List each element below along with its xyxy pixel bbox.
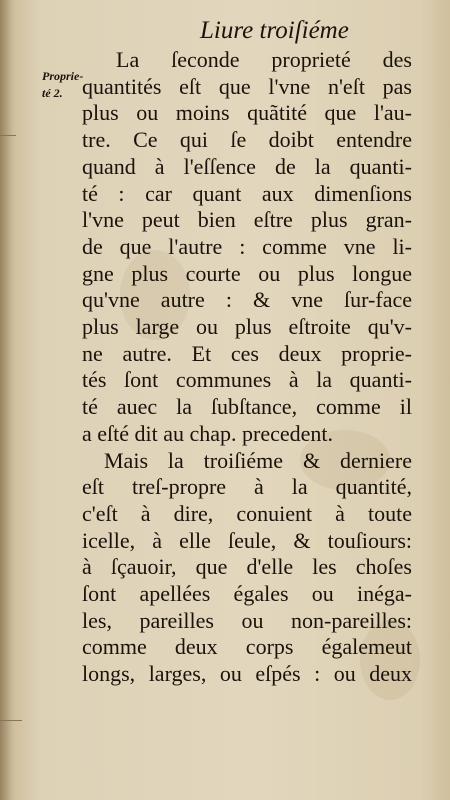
text-line: tés ſont communes à la quanti- [82, 367, 412, 393]
text-line: eſt treſ-propre à la quantité, [82, 474, 412, 500]
text-line: comme deux corps égalemeut [82, 634, 412, 660]
text-line: plus large ou plus eſtroite qu'v- [82, 314, 412, 340]
text-line: quantités eſt que l'vne n'eſt pas [82, 73, 412, 99]
text-line: à ſçauoir, que d'elle les choſes [82, 554, 412, 580]
text-line: La ſeconde proprieté des [116, 47, 412, 72]
text-line: a eſté dit au chap. precedent. [82, 420, 334, 446]
text-line: ſont apellées égales ou inéga- [82, 581, 412, 607]
text-line: ne autre. Et ces deux proprie- [82, 340, 412, 366]
text-line: l'vne peut bien eſtre plus gran- [82, 207, 412, 233]
text-line: c'eſt à dire, conuient à toute [82, 500, 412, 526]
ruled-tick [0, 720, 22, 721]
text-line: les, pareilles ou non-pareilles: [82, 607, 412, 633]
running-title: Liure troiſiéme [200, 17, 349, 44]
text-line: Mais la troiſiéme & derniere [104, 447, 412, 473]
text-line: té : car quant aux dimenſions [82, 180, 412, 206]
margin-note-line: té 2. [42, 86, 63, 100]
text-line: quand à l'eſſence de la quanti- [82, 153, 412, 179]
ruled-tick [0, 135, 16, 136]
text-line: de que l'autre : comme vne li- [82, 233, 412, 259]
margin-note-line: Proprie- [42, 69, 84, 83]
text-line: gne plus courte ou plus longue [82, 260, 412, 286]
text-line: tre. Ce qui ſe doibt entendre [82, 127, 412, 153]
text-line: qu'vne autre : & vne ſur-face [82, 287, 412, 313]
text-line: longs, larges, ou eſpés : ou deux [82, 661, 412, 687]
text-line: plus ou moins quãtité que l'au- [82, 100, 412, 126]
body-text [82, 47, 412, 688]
gutter-shadow [0, 0, 14, 800]
text-line: icelle, à elle ſeule, & touſiours: [82, 527, 412, 553]
text-line: té auec la ſubſtance, comme il [82, 394, 412, 420]
